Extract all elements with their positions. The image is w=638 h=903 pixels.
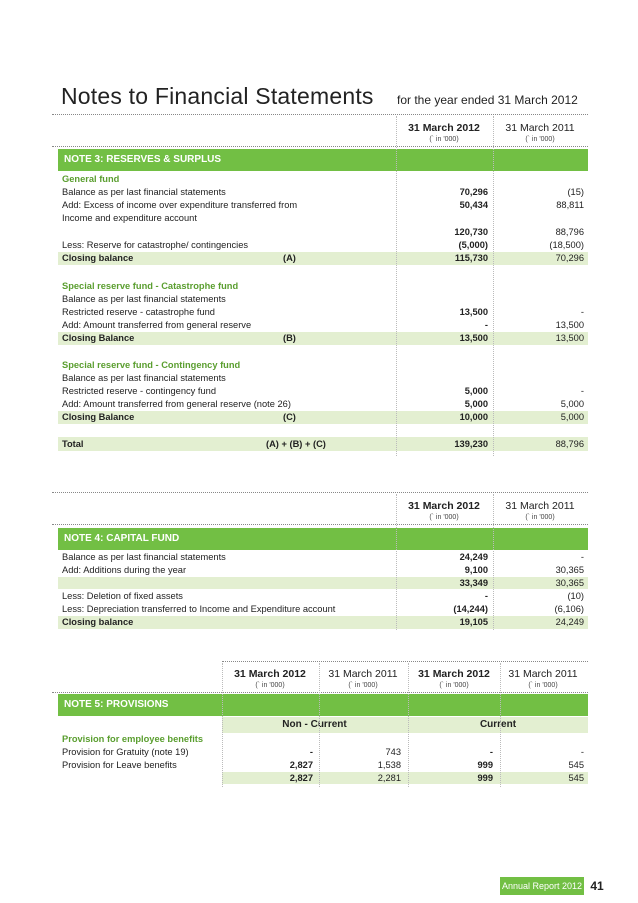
note5-total-row	[58, 772, 588, 784]
row-mark: (A)	[283, 253, 296, 263]
table-row	[58, 398, 588, 410]
value-nc-py: 2,281	[377, 773, 401, 783]
row-label: Restricted reserve - contingency fund	[62, 386, 216, 396]
current-header: Current	[479, 719, 517, 730]
table-row	[58, 212, 588, 224]
total-band	[222, 772, 588, 784]
table-row	[58, 293, 588, 305]
note4-col-py-header: 31 March 2011	[505, 500, 575, 512]
note3-catastrophe-heading-row	[58, 280, 588, 292]
divider	[52, 524, 588, 525]
value-c-py: -	[580, 747, 584, 757]
row-label: Balance as per last financial statements	[62, 187, 226, 197]
value-cy: 13,500	[459, 333, 488, 343]
row-label: Add: Amount transferred from general reserve	[62, 320, 252, 330]
title-divider	[52, 114, 588, 115]
note5-nc-py-unit: (` in '000)	[348, 682, 378, 689]
note3-col-cy-header: 31 March 2012	[408, 122, 480, 134]
note5-nc-py-header: 31 March 2011	[328, 668, 398, 680]
row-label: Provision for Leave benefits	[62, 760, 177, 770]
value-c-py: 545	[568, 773, 584, 783]
note4-col-cy-header: 31 March 2012	[408, 500, 480, 512]
table-row	[58, 319, 588, 331]
note4-title-bar: NOTE 4: CAPITAL FUND	[58, 528, 588, 550]
value-py: 88,796	[555, 439, 584, 449]
value-cy: -	[484, 320, 488, 330]
page-subtitle: for the year ended 31 March 2012	[397, 93, 578, 107]
value-py: 24,249	[555, 617, 584, 627]
closing-row-a	[58, 252, 588, 265]
value-py: -	[580, 386, 584, 396]
value-cy: (14,244)	[453, 604, 488, 614]
value-nc-cy: 2,827	[289, 773, 313, 783]
table-row	[58, 385, 588, 397]
row-label: Provision for Gratuity (note 19)	[62, 747, 189, 757]
value-py: (18,500)	[549, 240, 584, 250]
table-row	[58, 239, 588, 251]
table-row	[58, 199, 588, 211]
value-py: 5,000	[560, 412, 584, 422]
row-mark: (A) + (B) + (C)	[266, 439, 326, 449]
note5-heading-row	[58, 733, 588, 745]
column-divider	[319, 663, 320, 787]
value-cy: 70,296	[459, 187, 488, 197]
table-row	[58, 372, 588, 384]
row-label: Balance as per last financial statements	[62, 552, 226, 562]
note5-title-bar: NOTE 5: PROVISIONS	[58, 694, 588, 716]
row-label: Balance as per last financial statements	[62, 294, 226, 304]
value-cy: (5,000)	[458, 240, 488, 250]
note5-c-py-header: 31 March 2011	[508, 668, 578, 680]
value-nc-py: 743	[385, 747, 401, 757]
section-heading: Provision for employee benefits	[62, 734, 204, 744]
note5-c-cy-header: 31 March 2012	[418, 668, 490, 680]
value-cy: 19,105	[459, 617, 488, 627]
row-label: Total	[62, 439, 84, 449]
value-cy: 5,000	[464, 386, 488, 396]
value-cy: 13,500	[459, 307, 488, 317]
row-mark: (B)	[283, 333, 296, 343]
page-title: Notes to Financial Statements	[61, 83, 374, 109]
value-cy: 139,230	[454, 439, 488, 449]
table-row	[58, 590, 588, 602]
value-cy: 50,434	[459, 200, 488, 210]
column-divider	[493, 116, 494, 456]
table-row	[58, 551, 588, 563]
column-divider	[396, 494, 397, 630]
row-label: Less: Reserve for catastrophe/ contingencies	[62, 240, 249, 250]
value-py: 5,000	[560, 399, 584, 409]
value-c-cy: 999	[477, 773, 493, 783]
value-nc-cy: -	[309, 747, 313, 757]
value-py: 30,365	[555, 578, 584, 588]
row-label: Restricted reserve - catastrophe fund	[62, 307, 215, 317]
divider	[52, 146, 588, 147]
closing-row-c	[58, 411, 588, 424]
row-label: Income and expenditure account	[62, 213, 197, 223]
note4-col-cy-unit: (` in '000)	[429, 514, 459, 521]
value-c-cy: 999	[477, 760, 493, 770]
row-label: Add: Excess of income over expenditure transferred from	[62, 200, 298, 210]
value-py: 13,500	[555, 333, 584, 343]
value-nc-cy: 2,827	[289, 760, 313, 770]
value-cy: 24,249	[459, 552, 488, 562]
page-number: 41	[586, 877, 608, 895]
row-label: Closing Balance	[62, 333, 135, 343]
note5-nc-cy-unit: (` in '000)	[255, 682, 285, 689]
note4-col-py-unit: (` in '000)	[525, 514, 555, 521]
column-divider	[396, 116, 397, 456]
table-row	[58, 564, 588, 576]
column-divider	[493, 494, 494, 630]
value-c-cy: -	[489, 747, 493, 757]
section-heading: General fund	[62, 174, 120, 184]
value-c-py: 545	[568, 760, 584, 770]
row-label: Closing balance	[62, 253, 134, 263]
row-label: Closing Balance	[62, 412, 135, 422]
table-row	[58, 306, 588, 318]
divider	[52, 492, 588, 493]
value-py: 30,365	[555, 565, 584, 575]
column-divider	[222, 663, 223, 787]
column-divider	[500, 663, 501, 787]
table-row	[58, 186, 588, 198]
closing-row-b	[58, 332, 588, 345]
value-py: 88,796	[555, 227, 584, 237]
note5-c-py-unit: (` in '000)	[528, 682, 558, 689]
section-heading: Special reserve fund - Contingency fund	[62, 360, 241, 370]
row-label: Less: Deletion of fixed assets	[62, 591, 183, 601]
value-cy: 33,349	[459, 578, 488, 588]
value-cy: 5,000	[464, 399, 488, 409]
section-heading: Special reserve fund - Catastrophe fund	[62, 281, 239, 291]
note3-col-py-unit: (` in '000)	[525, 136, 555, 143]
note4-closing-row	[58, 616, 588, 629]
value-py: -	[580, 552, 584, 562]
divider	[222, 661, 588, 662]
column-divider	[408, 663, 409, 787]
row-mark: (C)	[283, 412, 296, 422]
subtotal-row	[58, 577, 588, 589]
value-py: 88,811	[556, 200, 584, 210]
row-label: Balance as per last financial statements	[62, 373, 226, 383]
value-nc-py: 1,538	[377, 760, 401, 770]
value-cy: 120,730	[454, 227, 488, 237]
note3-title-bar: NOTE 3: RESERVES & SURPLUS	[58, 149, 588, 171]
value-py: -	[580, 307, 584, 317]
note3-col-py-header: 31 March 2011	[505, 122, 575, 134]
row-label: Add: Additions during the year	[62, 565, 187, 575]
table-row	[58, 226, 588, 238]
note3-contingency-heading-row	[58, 359, 588, 371]
note3-general-heading-row	[58, 173, 588, 185]
value-py: 13,500	[555, 320, 584, 330]
table-row	[58, 759, 588, 771]
value-cy: 10,000	[459, 412, 488, 422]
footer-report-label: Annual Report 2012	[500, 877, 584, 895]
value-py: (15)	[567, 187, 584, 197]
value-py: (10)	[567, 591, 584, 601]
row-label: Closing balance	[62, 617, 134, 627]
table-row	[58, 603, 588, 615]
non-current-header: Non - Current	[282, 719, 347, 730]
note5-c-cy-unit: (` in '000)	[439, 682, 469, 689]
row-label: Add: Amount transferred from general reserve (note 26)	[62, 399, 291, 409]
value-cy: 9,100	[464, 565, 488, 575]
note5-nc-cy-header: 31 March 2012	[234, 668, 306, 680]
value-cy: 115,730	[454, 253, 488, 263]
divider	[52, 692, 588, 693]
row-label: Less: Depreciation transferred to Income and Expenditure account	[62, 604, 336, 614]
total-row	[58, 437, 588, 451]
value-py: (6,106)	[554, 604, 584, 614]
note3-col-cy-unit: (` in '000)	[429, 136, 459, 143]
value-cy: -	[484, 591, 488, 601]
value-py: 70,296	[555, 253, 584, 263]
table-row	[58, 746, 588, 758]
